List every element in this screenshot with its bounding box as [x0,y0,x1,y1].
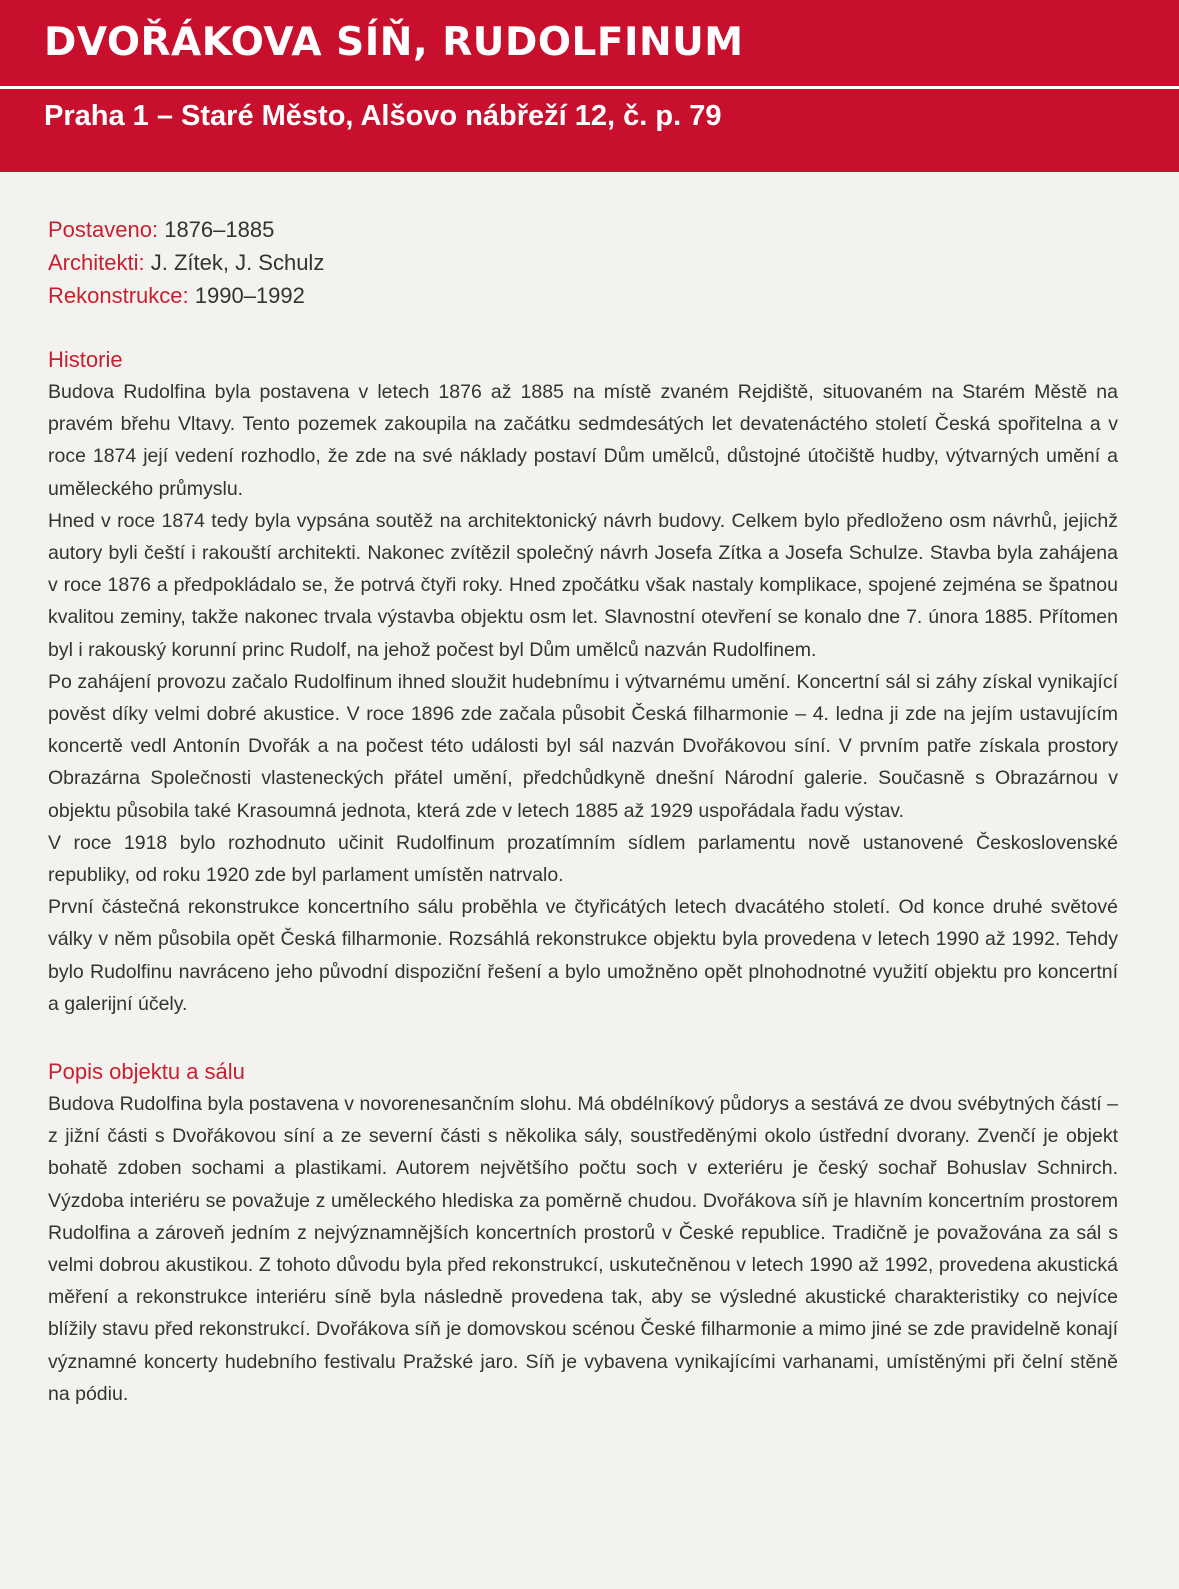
fact-reconstruction [48,279,648,312]
paragraph: Po zahájení provozu začalo Rudolfinum ihned sloužit hudebnímu i výtvarnému umění. Koncertní sál si záhy získal vynikající pověst díky velmi dobré akustice. V roce 1896 zde začala působit Česká filharmonie – 4. ledna ji zde na jejím ustavujícím koncertě vedl Antonín Dvořák a na počest této události byl sál nazván Dvořákovou síní. V prvním patře získala prostory Obrazárna Společnosti vlasteneckých přátel umění, předchůdkyně dnešní Národní galerie. Současně s Obrazárnou v objektu působila také Krasoumná jednota, která zde v letech 1885 až 1929 uspořádala řadu výstav. [48,670,1118,822]
paragraph: Budova Rudolfina byla postavena v letech 1876 až 1885 na místě zvaném Rejdiště, situovaném na Starém Městě na pravém břehu Vltavy. Tento pozemek zakoupila na začátku sedmdesátých let devatenáctého století Česká spořitelna a v roce 1874 její vedení rozhodlo, že zde na své náklady postaví Dům umělců, důstojné útočiště hudby, výtvarných umění a uměleckého průmyslu. [48,381,1118,500]
paragraph: První částečná rekonstrukce koncertního sálu proběhla ve čtyřicátých letech dvacátého století. Od konce druhé světové války v něm působila opět Česká filharmonie. Rozsáhlá rekonstrukce objektu byla provedena v letech 1990 až 1992. Tehdy bylo Rudolfinu navráceno jeho původní dispoziční řešení a bylo umožněno opět plnohodnotné využití objektu pro koncertní a galerijní účely. [48,896,1118,1015]
section-historie [48,344,1118,1020]
paragraph: V roce 1918 bylo rozhodnuto učinit Rudolfinum prozatímním sídlem parlamentu nově ustanovené Československé republiky, od roku 1920 zde byl parlament umístěn natrvalo. [48,831,1118,887]
paragraph: Hned v roce 1874 tedy byla vypsána soutěž na architektonický návrh budovy. Celkem bylo předloženo osm návrhů, jejichž autory byli čeští i rakouští architekti. Nakonec zvítězil společný návrh Josefa Zítka a Josefa Schulze. Stavba byla zahájena v roce 1876 a předpokládalo se, že potrvá čtyři roky. Hned zpočátku však nastaly komplikace, spojené zejména se špatnou kvalitou zeminy, takže nakonec trvala výstavba objektu osm let. Slavnostní otevření se konalo dne 7. února 1885. Přítomen byl i rakouský korunní princ Rudolf, na jehož počest byl Dům umělců nazván Rudolfinem. [48,509,1118,661]
section-spacer [48,1020,1118,1056]
fact-value: J. Zítek, J. Schulz [150,250,325,275]
header-divider [0,86,1179,89]
paragraph: Budova Rudolfina byla postavena v novorenesančním slohu. Má obdélníkový půdorys a sestává ze dvou svébytných částí – z jižní části s Dvořákovou síní a ze severní části s několika sály, soustředěnými okolo ústřední dvorany. Zvenčí je objekt bohatě zdoben sochami a plastikami. Autorem největšího počtu soch v exteriéru je český sochař Bohuslav Schnirch. Výzdoba interiéru se považuje z uměleckého hlediska za poměrně chudou. Dvořákova síň je hlavním koncertním prostorem Rudolfina a zároveň jedním z nejvýznamnějších koncertních prostorů v České republice. Tradičně je považována za sál s velmi dobrou akustikou. Z tohoto důvodu byla před rekonstrukcí, uskutečněnou v letech 1990 až 1992, provedena akustická měření a rekonstrukce interiéru síně byla následně provedena tak, aby se výsledné akustické charakteristiky co nejvíce blížily stavu před rekonstrukcí. Dvořákova síň je domovskou scénou České filharmonie a mimo jiné se zde pravidelně konají významné koncerty hudebního festivalu Pražské jaro. Síň je vybavena vynikajícími varhanami, umístěnými při čelní stěně na pódiu. [48,1093,1118,1405]
fact-architects [48,246,648,279]
fact-label: Rekonstrukce: [48,283,189,308]
fact-value: 1876–1885 [164,217,275,242]
page-title: DVOŘÁKOVA SÍŇ, RUDOLFINUM [44,20,744,65]
section-popis [48,1056,1118,1410]
header-banner [0,0,1179,172]
section-heading: Historie [48,347,123,372]
page-subtitle-address: Praha 1 – Staré Město, Alšovo nábřeží 12, č. p. 79 [44,100,722,132]
section-heading: Popis objektu a sálu [48,1059,245,1085]
fact-label: Postaveno: [48,217,159,242]
facts-block [48,213,648,312]
fact-value: 1990–1992 [194,283,305,308]
fact-label: Architekti: [48,250,145,275]
fact-built [48,213,648,246]
article-body [48,344,1118,1410]
